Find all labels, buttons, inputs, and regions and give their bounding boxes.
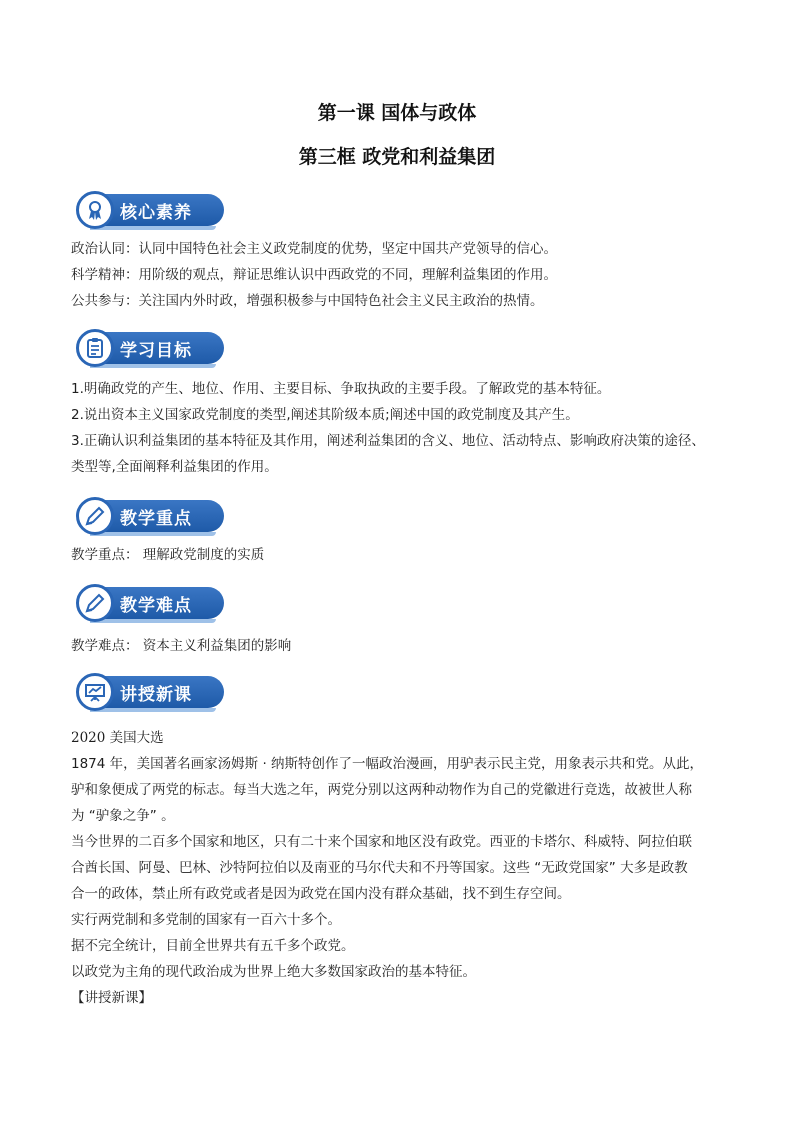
core-line: 科学精神：用阶级的观点，辩证思维认识中西政党的不同，理解利益集团的作用。 (71, 267, 557, 283)
new-lesson-label: 讲授新课 (120, 685, 192, 705)
teaching-difficulty-banner (76, 585, 226, 621)
lecture-line: 1874 年，美国著名画家汤姆斯 · 纳斯特创作了一幅政治漫画，用驴表示民主党，用象表示共和党。从此， (71, 756, 704, 772)
learning-goals-banner (76, 330, 226, 366)
learning-goals-text (71, 376, 731, 480)
teaching-focus-label: 教学重点 (120, 509, 192, 529)
core-competency-text (71, 236, 731, 314)
lecture-line: 合一的政体，禁止所有政党或者是因为政党在国内没有群众基础，找不到生存空间。 (71, 886, 571, 902)
new-lesson-banner (76, 674, 226, 710)
award-ribbon-icon (76, 191, 114, 229)
lecture-line: 当今世界的二百多个国家和地区，只有二十来个国家和地区没有政党。西亚的卡塔尔、科威特、阿拉伯联 (71, 834, 692, 850)
lecture-line: 2020 美国大选 (71, 730, 164, 746)
goal-line: 3.正确认识利益集团的基本特征及其作用，阐述利益集团的含义、地位、活动特点、影响政府决策的途径、 (71, 433, 705, 449)
clipboard-checklist-icon (76, 329, 114, 367)
lecture-line: 【讲授新课】 (71, 990, 152, 1006)
teaching-difficulty-label: 教学难点 (120, 596, 192, 616)
learning-goals-label: 学习目标 (120, 341, 192, 361)
core-competency-banner (76, 192, 226, 228)
core-line: 政治认同：认同中国特色社会主义政党制度的优势，坚定中国共产党领导的信心。 (71, 241, 557, 257)
goal-line: 2.说出资本主义国家政党制度的类型,阐述其阶级本质;阐述中国的政党制度及其产生。 (71, 407, 579, 423)
lesson-title: 第一课 国体与政体 (317, 102, 477, 124)
teaching-focus-text (71, 542, 731, 568)
presentation-board-icon (76, 673, 114, 711)
section-title: 第三框 政党和利益集团 (298, 146, 496, 168)
pencil-icon (76, 584, 114, 622)
core-competency-label: 核心素养 (120, 203, 192, 223)
difficulty-line: 教学难点： 资本主义利益集团的影响 (71, 638, 292, 654)
lecture-line: 实行两党制和多党制的国家有一百六十多个。 (71, 912, 341, 928)
lecture-line: 据不完全统计，目前全世界共有五千多个政党。 (71, 938, 355, 954)
teaching-difficulty-text (71, 633, 731, 659)
lecture-line: 合酋长国、阿曼、巴林、沙特阿拉伯以及南亚的马尔代夫和不丹等国家。这些 “无政党国家” 大多是政教 (71, 860, 688, 876)
teaching-focus-banner (76, 498, 226, 534)
lecture-line: 驴和象便成了两党的标志。每当大选之年，两党分别以这两种动物作为自己的党徽进行竞选，故被世人称 (71, 782, 692, 798)
focus-line: 教学重点： 理解政党制度的实质 (71, 547, 265, 563)
pencil-icon (76, 497, 114, 535)
new-lesson-text (71, 725, 731, 1011)
goal-line: 类型等,全面阐释利益集团的作用。 (71, 459, 278, 475)
goal-line: 1.明确政党的产生、地位、作用、主要目标、争取执政的主要手段。了解政党的基本特征。 (71, 381, 611, 397)
lecture-line: 为 “驴象之争” 。 (71, 808, 175, 824)
lecture-line: 以政党为主角的现代政治成为世界上绝大多数国家政治的基本特征。 (71, 964, 476, 980)
core-line: 公共参与：关注国内外时政，增强积极参与中国特色社会主义民主政治的热情。 (71, 293, 544, 309)
